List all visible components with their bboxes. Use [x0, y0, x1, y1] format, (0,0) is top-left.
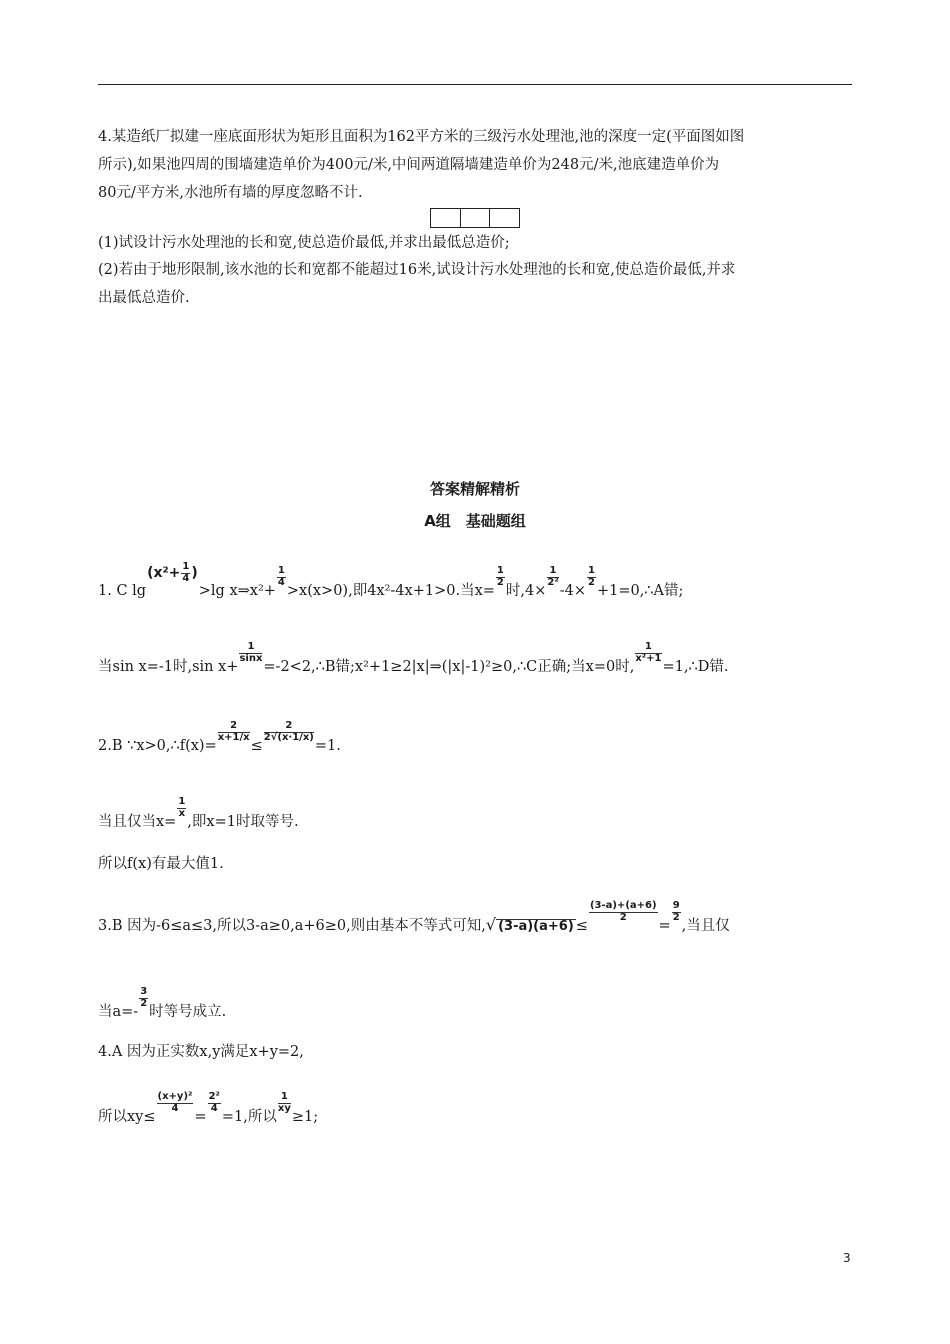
partition-wall	[489, 209, 490, 227]
fraction: $\frac{1}{2}$	[496, 565, 504, 588]
answer-2-line3: 所以f(x)有最大值1.	[98, 856, 224, 872]
answer-text: 当sin x=-1时,sin x+	[98, 659, 239, 675]
problem4-question2: (2)若由于地形限制,该水池的长和宽都不能超过16米,试设计污水处理池的长和宽,使总造价最低,并求	[98, 262, 736, 278]
answers-title: 答案精解精析	[429, 480, 520, 498]
answer-text: +1=0,∴A错;	[596, 583, 684, 599]
fraction: $\frac{\text{2²}}{4}$	[208, 1091, 220, 1114]
fraction: $\frac{1}{4}$	[182, 561, 190, 584]
answer-2-line1	[98, 720, 341, 757]
math-bracket: (x²+ $\frac{1}{4}$ )	[147, 561, 198, 584]
group-title: A组 基础题组	[424, 512, 526, 530]
problem4-question1: (1)试设计污水处理池的长和宽,使总造价最低,并求出最低总造价;	[98, 235, 510, 251]
fraction: $\frac{3}{2}$	[140, 986, 148, 1009]
fraction: $\frac{1}{\text{x²+1}}$	[635, 641, 662, 664]
answer-4-line2	[98, 1091, 319, 1128]
problem4-line3: 80元/平方米,水池所有墙的厚度忽略不计.	[98, 185, 363, 201]
answer-text: 时,4×	[505, 583, 547, 599]
answer-1-line1	[98, 561, 684, 602]
answer-text: 当a=-	[98, 1004, 139, 1020]
fraction: $\frac{1}{xy}$	[277, 1091, 291, 1114]
answer-text: >lg x⇒x²+	[198, 583, 276, 599]
fraction: $\frac{1}{4}$	[277, 565, 285, 588]
answer-text: =	[194, 1109, 207, 1125]
answer-2-line2	[98, 796, 299, 833]
answer-3-line1	[98, 900, 730, 937]
answer-1-line2	[98, 641, 729, 678]
fraction: $\frac{1}{x}$	[178, 796, 186, 819]
fraction: $\frac{1}{\text{2²}}$	[547, 565, 559, 588]
page-number: 3	[843, 1251, 851, 1265]
answer-text: ≤	[575, 918, 588, 934]
answer-text: 3.B 因为-6≤a≤3,所以3-a≥0,a+6≥0,则由基本不等式可知,	[98, 918, 486, 934]
sqrt-sign: √	[485, 915, 497, 934]
answer-text: ,当且仅	[681, 918, 730, 934]
answer-4-line1: 4.A 因为正实数x,y满足x+y=2,	[98, 1044, 304, 1060]
fraction: $\frac{1}{\sin x}$	[239, 641, 263, 664]
partition-wall	[460, 209, 461, 227]
answer-text: 当且仅当x=	[98, 814, 177, 830]
problem4-line1: 4.某造纸厂拟建一座底面形状为矩形且面积为162平方米的三级污水处理池,池的深度一定(平面图如图	[98, 129, 745, 145]
answer-text: >x(x>0),即4x²-4x+1>0.当x=	[286, 583, 495, 599]
answer-text: 时等号成立.	[149, 1004, 227, 1020]
answer-text: =1,∴D错.	[662, 659, 729, 675]
fraction: $\frac{2}{x+1/x}$	[217, 720, 250, 743]
fraction: $\frac{1}{2}$	[587, 565, 595, 588]
fraction: $\frac{\text{(x+y)²}}{4}$	[157, 1091, 193, 1114]
radicand: (3-a)(a+6)	[498, 919, 574, 934]
problem4-line2: 所示),如果池四周的围墙建造单价为400元/米,中间两道隔墙建造单价为248元/米,池底建造单价为	[98, 157, 720, 173]
answer-text: =1,所以	[221, 1109, 277, 1125]
problem4-question2-cont: 出最低总造价.	[98, 290, 190, 306]
answer-text: 所以xy≤	[98, 1109, 156, 1125]
answer-text: -4×	[559, 583, 586, 599]
answer-3-line2	[98, 986, 227, 1023]
answer-text: ≤	[250, 738, 263, 754]
fraction: $\frac{2}{2√(x\cdot 1/x)}$	[263, 720, 314, 743]
fraction: $\frac{9}{2}$	[672, 900, 680, 923]
answer-text: =	[658, 918, 671, 934]
fraction: $\frac{(3-a)+(a+6)}{2}$	[589, 900, 657, 923]
answer-text: =1.	[314, 738, 341, 754]
answer-text: ,即x=1时取等号.	[187, 814, 299, 830]
answer-text: =-2<2,∴B错;x²+1≥2|x|⇒(|x|-1)²≥0,∴C正确;当x=0时,	[263, 659, 635, 675]
answer-text: 1. C lg	[98, 583, 147, 599]
header-rule	[98, 84, 852, 85]
answer-text: ≥1;	[291, 1109, 319, 1125]
pool-floor-plan	[430, 208, 520, 228]
answer-text: 2.B ∵x>0,∴f(x)=	[98, 738, 217, 754]
